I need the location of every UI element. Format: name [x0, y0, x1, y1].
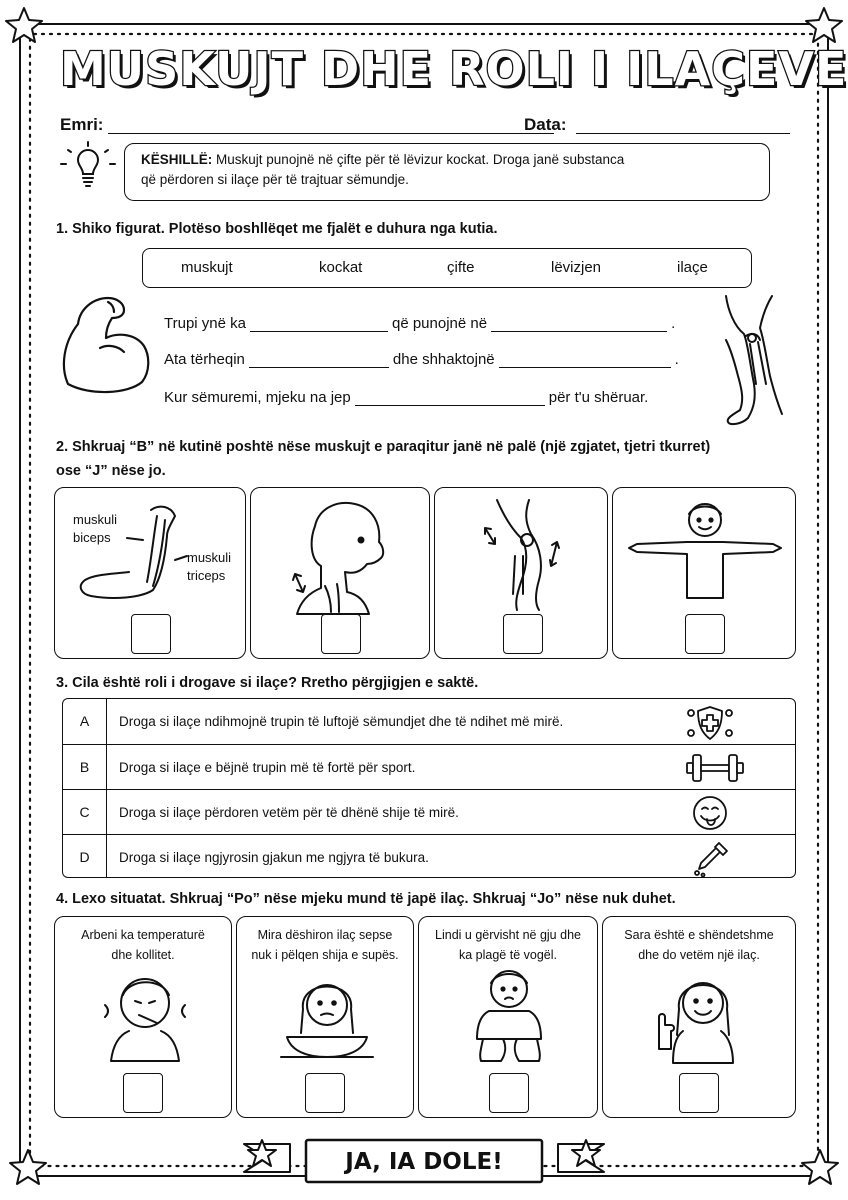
- situation-line-2: dhe kollitet.: [111, 948, 175, 962]
- blank-1[interactable]: [250, 316, 388, 332]
- star-corner-tl: [6, 8, 42, 42]
- star-corner-br: [802, 1150, 838, 1184]
- situation-line-2: dhe do vetëm një ilaç.: [638, 948, 760, 962]
- situation-card-2: [236, 916, 414, 1118]
- girl-thumbs-up-drawing: [653, 969, 749, 1065]
- sentence-3-b: për t'u shëruar.: [548, 389, 649, 406]
- situation-text: [237, 925, 413, 965]
- muscle-card-arm: [54, 487, 246, 659]
- answer-box-situation-2[interactable]: [305, 1073, 345, 1113]
- shield-cross-icon: [685, 703, 735, 741]
- flexed-arm-illustration: [50, 290, 160, 400]
- situation-line-1: Arbeni ka temperaturë: [81, 928, 205, 942]
- situation-line-2: nuk i pëlqen shija e supës.: [251, 948, 399, 962]
- date-field[interactable]: [576, 133, 790, 134]
- tip-text-2: që përdoren si ilaçe për të trajtuar sëmundje.: [141, 172, 409, 187]
- word-bank-item: muskujt: [181, 259, 233, 276]
- blank-5[interactable]: [355, 390, 545, 406]
- tip-text-1: Muskujt punojnë në çifte për të lëvizur kockat. Droga janë substanca: [216, 152, 625, 167]
- situation-text: [419, 925, 597, 965]
- sentence-1: [164, 315, 675, 332]
- option-row-b[interactable]: [63, 744, 796, 789]
- leg-bone-illustration: [718, 294, 788, 432]
- sentence-2: [164, 351, 679, 368]
- option-row-d[interactable]: [63, 834, 796, 878]
- tip-label: KËSHILLË:: [141, 152, 213, 167]
- section-2-title-1: 2. Shkruaj “B” në kutinë poshtë nëse muskujt e paraqitur janë në palë (një zgjatet, tjetri tkurret): [56, 439, 711, 455]
- situation-line-1: Sara është e shëndetshme: [624, 928, 774, 942]
- name-date-row: [60, 115, 790, 139]
- situation-card-4: [602, 916, 796, 1118]
- name-label: Emri:: [60, 115, 104, 134]
- situation-line-1: Lindi u gërvisht në gju dhe: [435, 928, 581, 942]
- dumbbell-icon: [685, 749, 745, 787]
- option-row-a[interactable]: [63, 699, 796, 744]
- biceps-label-1: muskuli: [73, 512, 118, 527]
- situation-card-1: [54, 916, 232, 1118]
- blank-4[interactable]: [499, 352, 671, 368]
- footer-banner-text: JA, IA DOLE!: [345, 1149, 503, 1175]
- girl-soup-bowl-drawing: [277, 969, 377, 1063]
- option-letter: B: [63, 745, 107, 790]
- answer-box-card-2[interactable]: [321, 614, 361, 654]
- sentence-1-a: Trupi ynë ka: [164, 315, 246, 332]
- sentence-1-end: .: [671, 315, 676, 332]
- muscle-card-neck: [250, 487, 430, 659]
- triceps-label-1: muskuli: [187, 550, 232, 565]
- title-area: [60, 34, 848, 104]
- sentence-2-a: Ata tërheqin: [164, 351, 245, 368]
- neck-muscle-drawing: [281, 496, 405, 616]
- name-field[interactable]: [108, 133, 554, 134]
- situation-text: [603, 925, 795, 965]
- situation-card-3: [418, 916, 598, 1118]
- answer-box-card-3[interactable]: [503, 614, 543, 654]
- option-text: Droga si ilaçe përdoren vetëm për të dhënë shije të mirë.: [119, 805, 459, 820]
- biceps-label-2: biceps: [73, 530, 111, 545]
- muscle-card-boy: [612, 487, 796, 659]
- option-text: Droga si ilaçe ndihmojnë trupin të luftojë sëmundjet dhe të ndihet më mirë.: [119, 714, 564, 729]
- answer-box-card-1[interactable]: [131, 614, 171, 654]
- tongue-smiley-icon: [685, 794, 735, 832]
- section-3-title: 3. Cila është roli i drogave si ilaçe? Rretho përgjigjen e saktë.: [56, 675, 479, 691]
- option-letter: D: [63, 835, 107, 878]
- muscle-card-knee: [434, 487, 608, 659]
- word-bank-item: kockat: [319, 259, 363, 276]
- situation-line-2: ka plagë të vogël.: [459, 948, 557, 962]
- section-2-title-2: ose “J” nëse jo.: [56, 463, 166, 479]
- options-table: [62, 698, 796, 878]
- option-row-c[interactable]: [63, 789, 796, 834]
- word-bank-item: lëvizjen: [551, 259, 602, 276]
- answer-box-card-4[interactable]: [685, 614, 725, 654]
- sentence-2-b: dhe shhaktojnë: [392, 351, 495, 368]
- answer-box-situation-3[interactable]: [489, 1073, 529, 1113]
- arm-muscle-drawing: [65, 498, 237, 608]
- option-text: Droga si ilaçe ngjyrosin gjakun me ngjyra të bukura.: [119, 850, 429, 865]
- sentence-1-b: që punojnë në: [391, 315, 488, 332]
- word-bank-item: çifte: [447, 259, 475, 276]
- sentence-3: [164, 389, 648, 406]
- page-title: MUSKUJT DHE ROLI I ILAÇEVE: [60, 42, 848, 96]
- option-letter: A: [63, 699, 107, 744]
- triceps-label-2: triceps: [187, 568, 226, 583]
- blank-3[interactable]: [249, 352, 389, 368]
- star-corner-bl: [10, 1150, 46, 1184]
- word-bank-item: ilaçe: [677, 259, 708, 276]
- knee-joint-drawing: [475, 496, 575, 612]
- situation-line-1: Mira dëshiron ilaç sepse: [257, 928, 393, 942]
- answer-box-situation-4[interactable]: [679, 1073, 719, 1113]
- tip-box: [124, 143, 770, 201]
- section-1-title: 1. Shiko figurat. Plotëso boshllëqet me fjalët e duhura nga kutia.: [56, 221, 498, 237]
- blank-2[interactable]: [491, 316, 667, 332]
- boy-scraped-knee-drawing: [463, 967, 555, 1065]
- sick-boy-thermometer-drawing: [99, 969, 191, 1063]
- answer-box-situation-1[interactable]: [123, 1073, 163, 1113]
- lightbulb-icon: [56, 140, 120, 206]
- dropper-icon: [685, 839, 735, 877]
- option-letter: C: [63, 790, 107, 835]
- star-corner-tr: [806, 8, 842, 42]
- boy-arms-out-drawing: [623, 496, 787, 608]
- word-bank: [142, 248, 752, 288]
- sentence-3-a: Kur sëmuremi, mjeku na jep: [164, 389, 351, 406]
- situation-text: [55, 925, 231, 965]
- date-label: Data:: [524, 115, 567, 134]
- sentence-2-end: .: [674, 351, 679, 368]
- section-4-title: 4. Lexo situatat. Shkruaj “Po” nëse mjeku mund të japë ilaç. Shkruaj “Jo” nëse nuk duhet.: [56, 891, 676, 907]
- option-text: Droga si ilaçe e bëjnë trupin më të fortë për sport.: [119, 760, 416, 775]
